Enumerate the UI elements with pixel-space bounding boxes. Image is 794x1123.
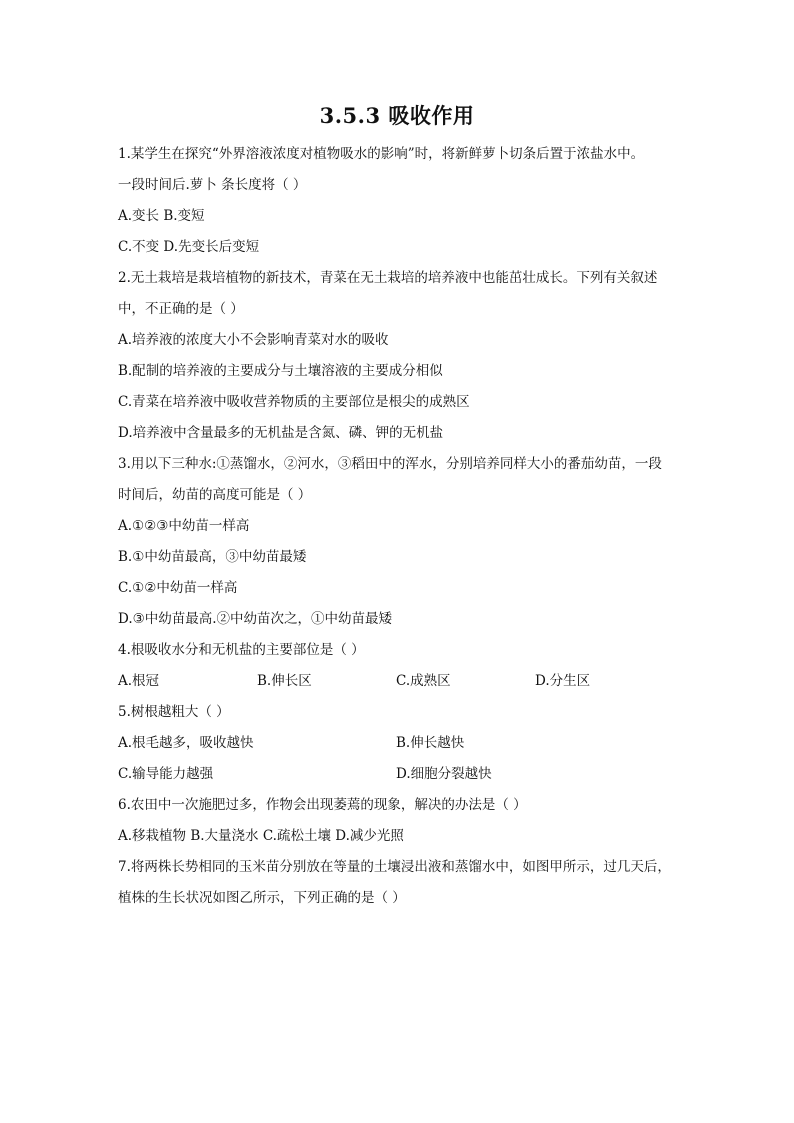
option-b: B.伸长区 [257, 673, 312, 689]
question-3 [118, 449, 698, 635]
option-row [118, 759, 698, 790]
question-4 [118, 635, 698, 697]
question-stem-line: 1.某学生在探究“外界溶液浓度对植物吸水的影响”时，将新鲜萝卜切条后置于浓盐水中。 [118, 146, 645, 162]
option-line: A.①②③中幼苗一样高 [118, 518, 250, 534]
question-1 [118, 139, 698, 263]
option-c: C.输导能力越强 [118, 766, 214, 782]
question-stem-line: 时间后，幼苗的高度可能是（ ） [118, 487, 312, 503]
option-row [118, 728, 698, 759]
option-line: C.①②中幼苗一样高 [118, 580, 238, 596]
question-stem-line: 中，不正确的是（ ） [118, 301, 244, 317]
question-stem-line: 4.根吸收水分和无机盐的主要部位是（ ） [118, 642, 365, 658]
question-7 [118, 852, 698, 914]
option-line: D.③中幼苗最高.②中幼苗次之，①中幼苗最矮 [118, 611, 393, 627]
option-a: A.根毛越多，吸收越快 [118, 735, 254, 751]
question-2 [118, 263, 698, 449]
question-stem-line: 植株的生长状况如图乙所示，下列正确的是（ ） [118, 890, 406, 906]
option-line: B.①中幼苗最高，③中幼苗最矮 [118, 549, 307, 565]
question-5 [118, 697, 698, 790]
option-row [118, 666, 698, 697]
option-line: D.培养液中含量最多的无机盐是含氮、磷、钾的无机盐 [118, 425, 444, 441]
option-line: C.不变 D.先变长后变短 [118, 239, 260, 255]
question-stem-line: 6.农田中一次施肥过多，作物会出现萎蔫的现象，解决的办法是（ ） [118, 797, 527, 813]
option-line: A.移栽植物 B.大量浇水 C.疏松土壤 D.减少光照 [118, 828, 404, 844]
option-b: B.伸长越快 [396, 735, 465, 751]
option-line: A.变长 B.变短 [118, 208, 205, 224]
option-c: C.成熟区 [396, 673, 451, 689]
question-6 [118, 790, 698, 852]
option-line: B.配制的培养液的主要成分与土壤溶液的主要成分相似 [118, 363, 443, 379]
question-stem-line: 2.无土栽培是栽培植物的新技术，青菜在无土栽培的培养液中也能茁壮成长。下列有关叙述 [118, 270, 658, 286]
question-stem-line: 5.树根越粗大（ ） [118, 704, 230, 720]
page-title: 3.5.3 吸收作用 [319, 103, 475, 128]
option-d: D.细胞分裂越快 [396, 766, 492, 782]
option-d: D.分生区 [535, 673, 591, 689]
question-list [118, 139, 698, 914]
question-stem-line: 3.用以下三种水:①蒸馏水，②河水，③稻田中的浑水，分别培养同样大小的番茄幼苗，一段 [118, 456, 662, 472]
option-line: C.青菜在培养液中吸收营养物质的主要部位是根尖的成熟区 [118, 394, 470, 410]
question-stem-line: 一段时间后.萝卜 条长度将（ ） [118, 177, 307, 193]
option-a: A.根冠 [118, 673, 160, 689]
option-line: A.培养液的浓度大小不会影响青菜对水的吸收 [118, 332, 389, 348]
question-stem-line: 7.将两株长势相同的玉米苗分别放在等量的土壤浸出液和蒸馏水中，如图甲所示，过几天后， [118, 859, 671, 875]
